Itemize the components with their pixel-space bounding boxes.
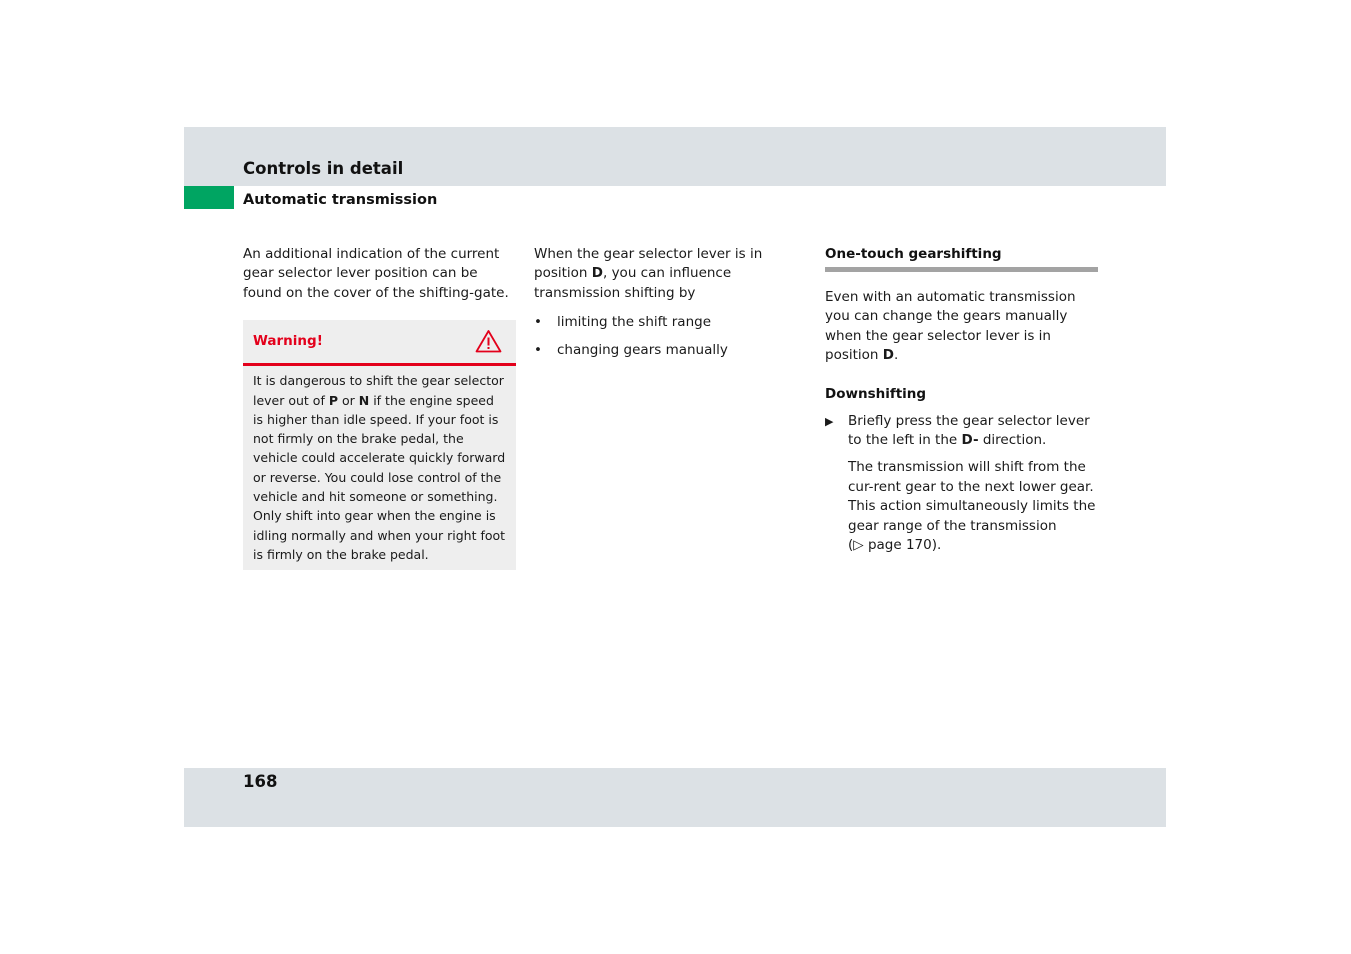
section-title: Controls in detail <box>243 159 404 178</box>
list-item: • changing gears manually <box>534 341 808 360</box>
column-3 <box>825 245 1099 555</box>
gear-d: D <box>591 265 603 282</box>
gate-indication-paragraph: An additional indication of the current gear selector lever position can be found on the cover of the shifting-gate. <box>243 246 509 301</box>
gear-p: P <box>328 392 339 408</box>
one-touch-heading: One-touch gearshifting <box>825 246 1002 262</box>
column-2 <box>534 245 808 368</box>
bullet-icon: • <box>534 314 542 331</box>
page-number: 168 <box>243 772 278 791</box>
one-touch-intro: Even with an automatic transmission you can change the gears manually when the gear selector lever is in position D. <box>825 289 1076 364</box>
step-arrow-icon: ▶ <box>825 414 834 428</box>
gear-n: N <box>358 392 370 408</box>
bullet-list <box>534 313 808 360</box>
section-marker-tab <box>184 186 234 209</box>
warning-triangle-icon <box>475 329 502 353</box>
list-item: • limiting the shift range <box>534 313 808 332</box>
column-1 <box>243 245 517 570</box>
heading-rule <box>825 267 1098 272</box>
bullet-icon: • <box>534 341 542 358</box>
page-reference-link[interactable]: (▷ page 170). <box>848 537 942 554</box>
gear-d: D <box>882 347 894 364</box>
warning-text: It is dangerous to shift the gear selector lever out of P or N if the engine speed is higher than idle speed. If your foot is not firmly on the brake pedal, the vehicle could accelerate quickly forward or reverse. You could lose control of the vehicle and hit someone or something. Only shift into gear when the engine is idling normally and when your right foot is firmly on the brake pedal. <box>253 373 506 562</box>
warning-label: Warning! <box>253 333 323 350</box>
warning-box <box>243 320 516 570</box>
shift-influence-paragraph: When the gear selector lever is in position D, you can influence transmission shifting by <box>534 246 763 301</box>
gear-d-minus: D- <box>961 432 979 449</box>
subsection-title: Automatic transmission <box>243 192 438 208</box>
step-result: The transmission will shift from the cur-rent gear to the next lower gear. This action simultaneously limits the gear range of the transmission (▷ page 170). <box>848 459 1096 554</box>
footer-band <box>184 768 1166 827</box>
downshifting-heading: Downshifting <box>825 385 927 402</box>
warning-header <box>243 320 516 366</box>
instruction-step: ▶ Briefly press the gear selector lever to the left in the D- direction. <box>825 412 1090 449</box>
